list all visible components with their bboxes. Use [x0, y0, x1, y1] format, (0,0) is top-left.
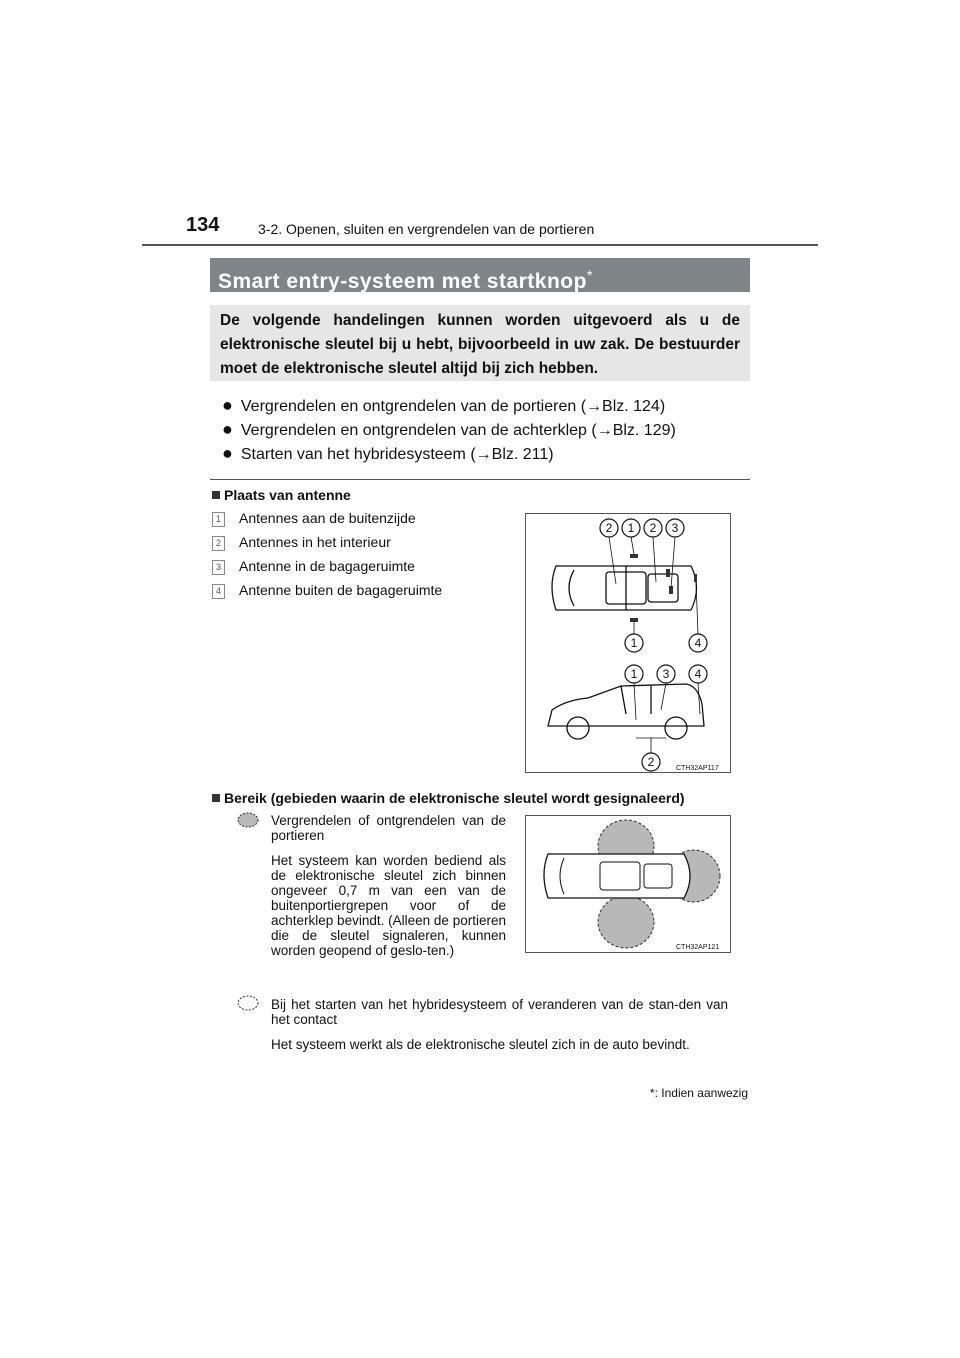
range-entry-title: Vergrendelen of ontgrendelen van de portieren [271, 813, 506, 843]
section-divider [210, 479, 750, 480]
antenna-label: Antenne buiten de bagageruimte [239, 582, 443, 598]
filled-zone-legend-icon [237, 812, 259, 828]
callout-label: 3 [671, 521, 679, 535]
leader-lines [609, 537, 698, 634]
callout-label: 4 [694, 667, 702, 681]
antenna-label: Antenne in de bagageruimte [239, 558, 415, 574]
car-side-view [548, 684, 704, 739]
callout-label: 1 [630, 667, 638, 681]
section-header: 3-2. Openen, sluiten en vergrendelen van de portieren [258, 221, 595, 237]
figure-code: CTH32AP117 [676, 765, 719, 772]
range-entry-body: Het systeem kan worden bediend als de elektronische sleutel zich binnen ongeveer 0,7 m van een van de buitenportiergrepen voor of de achterklep bevindt. (Alleen de portieren die de sleutel signaleren, kunnen worden geopend of geslo-ten.) [271, 853, 506, 958]
bullet-item [222, 443, 554, 464]
callout-label: 1 [630, 636, 638, 650]
bullet-dot-icon: ● [222, 395, 233, 415]
callout-label: 3 [662, 667, 670, 681]
footnote-text: : Indien aanwezig [654, 1086, 748, 1100]
antenna-label: Antennes aan de buitenzijde [239, 510, 416, 526]
bullet-text: Vergrendelen en ontgrendelen van de achterklep (→Blz. 129) [240, 422, 676, 439]
outline-zone-legend-icon [237, 995, 259, 1011]
footnote [600, 1086, 748, 1100]
antenna-list-item [212, 510, 416, 527]
range-diagram [526, 816, 730, 952]
callout-label: 2 [605, 521, 613, 535]
item-number: 3 [212, 560, 225, 575]
car-top-view [552, 566, 697, 610]
item-number: 1 [212, 512, 225, 527]
antenna-markers [630, 554, 697, 622]
antenna-list-item [212, 582, 442, 599]
item-number: 2 [212, 536, 225, 551]
intro-box: De volgende handelingen kunnen worden uitgevoerd als u de elektronische sleutel bij u hebt, bijvoorbeeld in uw zak. De bestuurder moet de elektronische sleutel altijd bij zich hebben. [210, 305, 750, 381]
bullet-item [222, 419, 676, 440]
figure-code: CTH32AP121 [676, 944, 720, 951]
square-bullet-icon [212, 491, 220, 499]
bullet-dot-icon: ● [222, 443, 233, 463]
antenna-location-figure [525, 513, 731, 773]
range-heading [212, 790, 685, 806]
section-title-bar [210, 258, 750, 292]
callout-label: 2 [649, 521, 657, 535]
callout-label: 1 [627, 521, 635, 535]
antenna-label: Antennes in het interieur [239, 534, 391, 550]
item-number: 4 [212, 584, 225, 599]
page-number: 134 [186, 214, 220, 236]
header-divider [142, 244, 818, 246]
footnote-mark: * [649, 1086, 655, 1100]
section-title: Smart entry-systeem met startknop [218, 270, 587, 293]
callout-label: 4 [694, 636, 702, 650]
antenna-diagram [526, 514, 730, 772]
antenna-list-item [212, 558, 415, 575]
bullet-text: Starten van het hybridesysteem (→Blz. 211) [240, 446, 554, 463]
antenna-list-item [212, 534, 391, 551]
antenna-heading [212, 487, 351, 503]
bullet-dot-icon: ● [222, 419, 233, 439]
square-bullet-icon [212, 794, 220, 802]
bullet-text: Vergrendelen en ontgrendelen van de portieren (→Blz. 124) [240, 398, 666, 415]
antenna-heading-text: Plaats van antenne [224, 487, 351, 503]
callout-label: 2 [647, 755, 655, 769]
range-heading-text: Bereik (gebieden waarin de elektronische sleutel wordt gesignaleerd) [224, 790, 685, 806]
range-entry-body: Het systeem werkt als de elektronische sleutel zich in de auto bevindt. [271, 1037, 690, 1052]
car-top-view-range [544, 854, 690, 898]
range-entry-title: Bij het starten van het hybridesysteem of veranderen van de stan-den van het contact [271, 997, 728, 1027]
bullet-item [222, 395, 665, 416]
title-footnote-mark: * [586, 267, 593, 283]
detection-range-figure [525, 815, 731, 953]
